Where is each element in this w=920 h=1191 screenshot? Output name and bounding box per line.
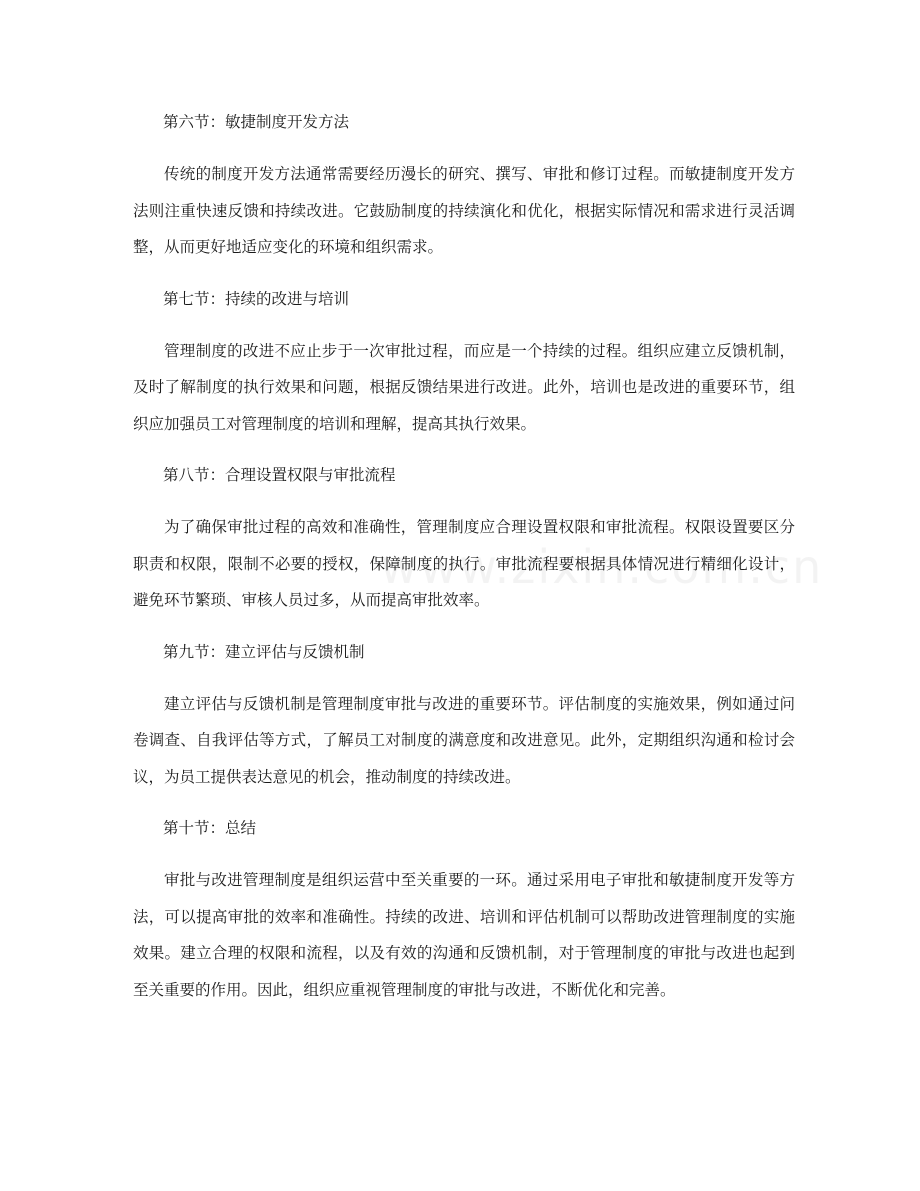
section-heading-10: 第十节：总结 — [163, 819, 257, 837]
document-body — [133, 104, 795, 1023]
section-paragraph-10: 审批与改进管理制度是组织运营中至关重要的一环。通过采用电子审批和敏捷制度开发等方法，可以提高审批的效率和准确性。持续的改进、培训和评估机制可以帮助改进管理制度的实施效果。建立合理的权限和流程，以及有效的沟通和反馈机制，对于管理制度的审批与改进也起到至关重要的作用。因此，组织应重视管理制度的审批与改进，不断优化和完善。 — [133, 871, 795, 999]
section-heading-6: 第六节：敏捷制度开发方法 — [163, 113, 350, 131]
section-paragraph-7: 管理制度的改进不应止步于一次审批过程，而应是一个持续的过程。组织应建立反馈机制，及时了解制度的执行效果和问题，根据反馈结果进行改进。此外，培训也是改进的重要环节，组织应加强员工对管理制度的培训和理解，提高其执行效果。 — [133, 341, 795, 433]
section-heading-8: 第八节：合理设置权限与审批流程 — [163, 466, 396, 484]
section-paragraph-8: 为了确保审批过程的高效和准确性，管理制度应合理设置权限和审批流程。权限设置要区分职责和权限，限制不必要的授权，保障制度的执行。审批流程要根据具体情况进行精细化设计，避免环节繁琐、审核人员过多，从而提高审批效率。 — [133, 518, 795, 609]
section-heading-9: 第九节：建立评估与反馈机制 — [163, 642, 365, 661]
section-heading-7: 第七节：持续的改进与培训 — [163, 289, 350, 308]
section-paragraph-9: 建立评估与反馈机制是管理制度审批与改进的重要环节。评估制度的实施效果，例如通过问卷调查、自我评估等方式，了解员工对制度的满意度和改进意见。此外，定期组织沟通和检讨会议，为员工提供表达意见的机会，推动制度的持续改进。 — [133, 694, 795, 786]
section-paragraph-6: 传统的制度开发方法通常需要经历漫长的研究、撰写、审批和修订过程。而敏捷制度开发方法则注重快速反馈和持续改进。它鼓励制度的持续演化和优化，根据实际情况和需求进行灵活调整，从而更好地适应变化的环境和组织需求。 — [133, 165, 795, 256]
